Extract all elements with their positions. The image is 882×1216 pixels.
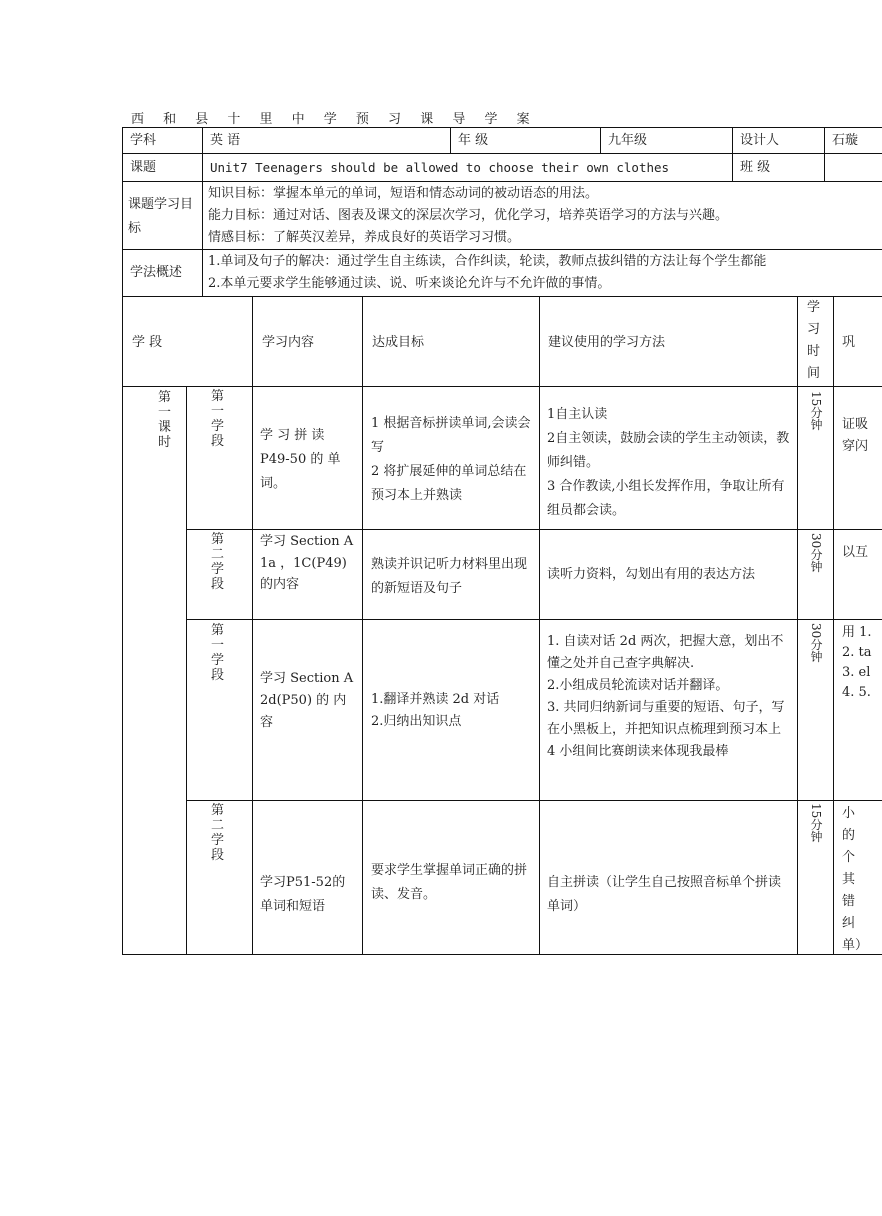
- time-cell: 30分钟: [809, 533, 823, 573]
- goals-label: 课题学习目标: [128, 197, 194, 236]
- rule: [122, 296, 882, 297]
- content-cell: 学习P51-52的单词和短语: [260, 875, 346, 914]
- topic-value: Unit7 Teenagers should be allowed to choose their own clothes: [210, 160, 670, 175]
- col-header-method: 建议使用的学习方法: [548, 335, 666, 350]
- grade-value: 九年级: [608, 133, 648, 148]
- time-cell: 15分钟: [809, 391, 823, 431]
- rule: [122, 181, 882, 182]
- stage-label: 第二学段: [211, 803, 225, 863]
- rule: [122, 954, 882, 955]
- rule: [122, 386, 882, 387]
- extra-cell: 证吸穿闪: [842, 417, 869, 454]
- content-cell: 学习 Section A 1a ，1C(P49)的内容: [260, 534, 354, 592]
- rule: [824, 127, 825, 181]
- rule: [186, 619, 882, 620]
- goal-knowledge: 知识目标：掌握本单元的单词，短语和情态动词的被动语态的用法。: [208, 186, 599, 201]
- rule: [122, 127, 123, 955]
- col-header-target: 达成目标: [372, 335, 425, 350]
- rule: [186, 386, 187, 955]
- extra-cell: 小的个其错纠单）: [842, 806, 869, 953]
- rule: [450, 127, 451, 153]
- rule: [252, 296, 253, 955]
- rule: [122, 153, 882, 154]
- method-label: 学法概述: [130, 265, 183, 280]
- grade-label: 年 级: [458, 133, 489, 148]
- lesson-label: 第一课时: [158, 390, 172, 450]
- target-cell: 熟读并识记听力材料里出现的新短语及句子: [371, 557, 528, 596]
- topic-label: 课题: [130, 160, 157, 175]
- goal-ability: 能力目标：通过对话、图表及课文的深层次学习，优化学习，培养英语学习的方法与兴趣。: [208, 208, 729, 223]
- time-cell: 30分钟: [809, 623, 823, 663]
- stage-label: 第一学段: [211, 389, 225, 449]
- method-line-2: 2.本单元要求学生能够通过读、说、听来谈论允许与不允许做的事情。: [208, 276, 611, 291]
- target-cell: 1 根据音标拼读单词,会读会写 2 将扩展延伸的单词总结在预习本上并熟读: [371, 416, 531, 503]
- rule: [539, 296, 540, 955]
- content-cell: 学 习 拼 读 P49-50 的 单词。: [260, 428, 341, 491]
- rule: [122, 127, 882, 128]
- rule: [186, 800, 882, 801]
- col-header-stage: 学 段: [132, 335, 163, 350]
- class-label: 班 级: [740, 160, 771, 175]
- stage-label: 第二学段: [211, 532, 225, 592]
- extra-cell: 用 1. 2. ta 3. el 4. 5.: [842, 625, 872, 700]
- rule: [600, 127, 601, 153]
- rule: [797, 296, 798, 955]
- subject-label: 学科: [130, 133, 157, 148]
- target-cell: 要求学生掌握单词正确的拼读、发音。: [371, 863, 528, 902]
- extra-cell: 以互: [842, 545, 869, 560]
- stage-label: 第一学段: [211, 623, 225, 683]
- designer-value: 石璇: [832, 133, 859, 148]
- col-header-consolidate: 巩: [842, 335, 856, 350]
- method-line-1: 1.单词及句子的解决：通过学生自主练读，合作纠读，轮读，教师点拔纠错的方法让每个学生都能: [208, 254, 767, 269]
- target-cell: 1.翻译并熟读 2d 对话 2.归纳出知识点: [371, 692, 500, 729]
- rule: [732, 127, 733, 181]
- content-cell: 学习 Section A 2d(P50) 的 内容: [260, 671, 354, 730]
- time-cell: 15分钟: [809, 803, 823, 843]
- rule: [186, 529, 882, 530]
- goal-emotion: 情感目标：了解英汉差异，养成良好的英语学习习惯。: [208, 230, 521, 245]
- rule: [202, 127, 203, 296]
- method-cell: 1自主认读 2自主领读，鼓励会读的学生主动领读，教师纠错。 3 合作教读,小组长发挥作用，争取让所有组员都会读。: [547, 407, 790, 518]
- rule: [122, 249, 882, 250]
- document-title: 西 和 县 十 里 中 学 预 习 课 导 学 案: [131, 112, 538, 127]
- rule: [833, 296, 834, 955]
- lesson-plan-table: [122, 127, 882, 955]
- method-cell: 自主拼读（让学生自己按照音标单个拼读单词）: [547, 875, 782, 914]
- method-cell: 1. 自读对话 2d 两次，把握大意，划出不懂之处并自己查字典解决. 2.小组成员轮流读对话并翻译。 3. 共同归纳新词与重要的短语、句子，写在小黑板上，并把知识点梳理到预习本上 4 小组间比赛朗读来体现我最棒: [547, 634, 785, 759]
- col-header-content: 学习内容: [262, 335, 315, 350]
- rule: [362, 296, 363, 955]
- subject-value: 英 语: [210, 133, 241, 148]
- col-header-time: 学习时间: [807, 300, 821, 381]
- method-cell: 读听力资料，勾划出有用的表达方法: [547, 567, 756, 582]
- designer-label: 设计人: [740, 133, 780, 148]
